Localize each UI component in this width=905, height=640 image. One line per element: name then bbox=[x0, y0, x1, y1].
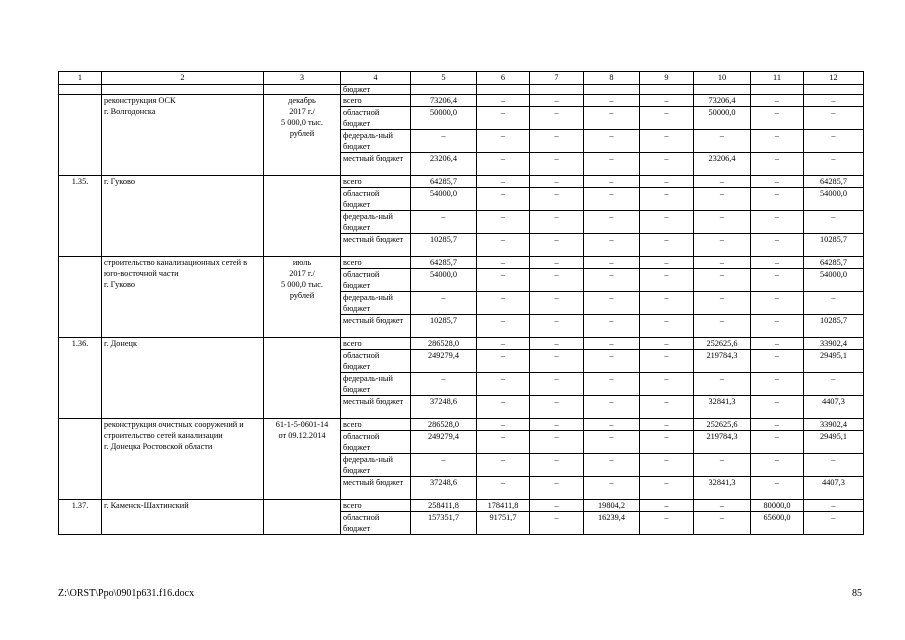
value-cell: – bbox=[584, 373, 640, 396]
value-cell: 19804,2 bbox=[584, 500, 640, 512]
document-path: Z:\ORST\Ppo\0901p631.f16.docx bbox=[58, 588, 195, 599]
value-cell: – bbox=[477, 95, 530, 107]
value-cell: 80000,0 bbox=[751, 500, 804, 512]
value-cell: – bbox=[694, 257, 751, 269]
budget-label-cell: всего bbox=[341, 176, 411, 188]
budget-label-cell: федераль-ный бюджет bbox=[341, 292, 411, 315]
table-cell bbox=[751, 85, 804, 95]
value-cell: – bbox=[640, 454, 694, 477]
value-cell: – bbox=[584, 454, 640, 477]
value-cell: – bbox=[751, 257, 804, 269]
value-cell: 10285,7 bbox=[804, 234, 864, 257]
value-cell: – bbox=[584, 269, 640, 292]
value-cell: – bbox=[584, 176, 640, 188]
value-cell: – bbox=[411, 373, 477, 396]
budget-label-cell: федераль-ный бюджет bbox=[341, 130, 411, 153]
value-cell: – bbox=[584, 234, 640, 257]
value-cell: 4407,3 bbox=[804, 477, 864, 500]
column-header: 7 bbox=[530, 72, 584, 85]
value-cell: – bbox=[411, 211, 477, 234]
budget-label-cell: федераль-ный бюджет bbox=[341, 373, 411, 396]
value-cell: – bbox=[584, 257, 640, 269]
value-cell: – bbox=[530, 257, 584, 269]
value-cell: – bbox=[477, 188, 530, 211]
value-cell: – bbox=[477, 130, 530, 153]
value-cell: 286528,0 bbox=[411, 338, 477, 350]
value-cell: – bbox=[694, 234, 751, 257]
value-cell: – bbox=[530, 350, 584, 373]
value-cell: – bbox=[751, 338, 804, 350]
value-cell: – bbox=[530, 130, 584, 153]
column-header: 12 bbox=[804, 72, 864, 85]
value-cell: – bbox=[477, 107, 530, 130]
value-cell: – bbox=[477, 419, 530, 431]
item-term: декабрь 2017 г./ 5 000,0 тыс. рублей bbox=[264, 95, 341, 176]
value-cell: 178411,8 bbox=[477, 500, 530, 512]
budget-label-cell: федераль-ный бюджет bbox=[341, 454, 411, 477]
value-cell: – bbox=[530, 315, 584, 338]
value-cell: – bbox=[584, 338, 640, 350]
value-cell: – bbox=[584, 107, 640, 130]
value-cell: – bbox=[530, 153, 584, 176]
value-cell: 4407,3 bbox=[804, 396, 864, 419]
value-cell: 54000,0 bbox=[804, 269, 864, 292]
value-cell: 50000,0 bbox=[411, 107, 477, 130]
value-cell: 91751,7 bbox=[477, 512, 530, 535]
value-cell: – bbox=[640, 257, 694, 269]
value-cell: – bbox=[530, 211, 584, 234]
value-cell: – bbox=[751, 153, 804, 176]
budget-label-cell: областной бюджет bbox=[341, 350, 411, 373]
value-cell: – bbox=[584, 315, 640, 338]
item-number bbox=[59, 257, 102, 338]
column-header: 8 bbox=[584, 72, 640, 85]
value-cell: – bbox=[751, 419, 804, 431]
value-cell: – bbox=[530, 234, 584, 257]
table-header-row bbox=[59, 72, 864, 85]
value-cell: – bbox=[694, 188, 751, 211]
value-cell: 286528,0 bbox=[411, 419, 477, 431]
value-cell: 252625,6 bbox=[694, 419, 751, 431]
value-cell: – bbox=[694, 292, 751, 315]
budget-label-cell: областной бюджет bbox=[341, 188, 411, 211]
value-cell: – bbox=[530, 419, 584, 431]
value-cell: – bbox=[640, 373, 694, 396]
budget-label-cell: областной бюджет bbox=[341, 431, 411, 454]
item-name: г. Каменск-Шахтинский bbox=[102, 500, 264, 535]
column-header: 6 bbox=[477, 72, 530, 85]
budget-label-cell: местный бюджет bbox=[341, 396, 411, 419]
value-cell: – bbox=[530, 454, 584, 477]
budget-label-cell: местный бюджет bbox=[341, 153, 411, 176]
table-cell bbox=[584, 85, 640, 95]
value-cell: – bbox=[477, 176, 530, 188]
value-cell: 10285,7 bbox=[804, 315, 864, 338]
value-cell: – bbox=[751, 211, 804, 234]
table-row bbox=[59, 338, 864, 350]
value-cell: 64285,7 bbox=[804, 257, 864, 269]
value-cell: – bbox=[411, 130, 477, 153]
value-cell: – bbox=[694, 512, 751, 535]
table-cell bbox=[411, 85, 477, 95]
item-term bbox=[264, 176, 341, 257]
table-cell bbox=[530, 85, 584, 95]
value-cell: – bbox=[584, 419, 640, 431]
value-cell: – bbox=[530, 396, 584, 419]
value-cell: – bbox=[477, 292, 530, 315]
value-cell: 50000,0 bbox=[694, 107, 751, 130]
column-header: 4 bbox=[341, 72, 411, 85]
value-cell: – bbox=[751, 188, 804, 211]
value-cell: 37248,6 bbox=[411, 396, 477, 419]
value-cell: – bbox=[694, 500, 751, 512]
value-cell: – bbox=[694, 176, 751, 188]
budget-label-cell: областной бюджет bbox=[341, 107, 411, 130]
value-cell: – bbox=[804, 153, 864, 176]
value-cell: 258411,8 bbox=[411, 500, 477, 512]
value-cell: 29495,1 bbox=[804, 431, 864, 454]
value-cell: – bbox=[640, 500, 694, 512]
value-cell: 249279,4 bbox=[411, 350, 477, 373]
value-cell: – bbox=[530, 292, 584, 315]
value-cell: – bbox=[640, 396, 694, 419]
item-name: строительство канализационных сетей в юго-восточной части г. Гуково bbox=[102, 257, 264, 338]
value-cell: 65600,0 bbox=[751, 512, 804, 535]
value-cell: – bbox=[751, 477, 804, 500]
value-cell: – bbox=[640, 269, 694, 292]
value-cell: – bbox=[751, 130, 804, 153]
value-cell: – bbox=[477, 431, 530, 454]
value-cell: – bbox=[640, 419, 694, 431]
value-cell: – bbox=[751, 292, 804, 315]
column-header: 9 bbox=[640, 72, 694, 85]
budget-label-cell: федераль-ный бюджет bbox=[341, 211, 411, 234]
item-number: 1.36. bbox=[59, 338, 102, 419]
value-cell: – bbox=[804, 211, 864, 234]
item-number bbox=[59, 419, 102, 500]
column-header: 2 bbox=[102, 72, 264, 85]
value-cell: – bbox=[530, 373, 584, 396]
value-cell: 252625,6 bbox=[694, 338, 751, 350]
table-cell bbox=[102, 85, 264, 95]
value-cell: – bbox=[640, 211, 694, 234]
value-cell: 32841,3 bbox=[694, 477, 751, 500]
item-term: 61-1-5-0601-14 от 09.12.2014 bbox=[264, 419, 341, 500]
value-cell: – bbox=[477, 315, 530, 338]
value-cell: 249279,4 bbox=[411, 431, 477, 454]
value-cell: – bbox=[751, 431, 804, 454]
budget-label-cell: областной бюджет bbox=[341, 512, 411, 535]
column-header: 3 bbox=[264, 72, 341, 85]
value-cell: – bbox=[804, 95, 864, 107]
value-cell: – bbox=[751, 350, 804, 373]
value-cell: – bbox=[804, 107, 864, 130]
value-cell: – bbox=[530, 500, 584, 512]
table-row bbox=[59, 500, 864, 512]
budget-label-cell: всего bbox=[341, 338, 411, 350]
budget-label-cell: местный бюджет bbox=[341, 477, 411, 500]
value-cell: – bbox=[751, 454, 804, 477]
budget-label-cell: всего bbox=[341, 419, 411, 431]
column-header: 1 bbox=[59, 72, 102, 85]
value-cell: 29495,1 bbox=[804, 350, 864, 373]
value-cell: – bbox=[694, 211, 751, 234]
budget-label-cell: местный бюджет bbox=[341, 315, 411, 338]
value-cell: – bbox=[530, 477, 584, 500]
value-cell: 64285,7 bbox=[411, 176, 477, 188]
value-cell: – bbox=[640, 95, 694, 107]
value-cell: 23206,4 bbox=[411, 153, 477, 176]
value-cell: 54000,0 bbox=[411, 188, 477, 211]
value-cell: 10285,7 bbox=[411, 315, 477, 338]
value-cell: – bbox=[751, 396, 804, 419]
value-cell: – bbox=[477, 454, 530, 477]
value-cell: 73206,4 bbox=[411, 95, 477, 107]
value-cell: – bbox=[530, 338, 584, 350]
value-cell: – bbox=[584, 477, 640, 500]
value-cell: – bbox=[530, 176, 584, 188]
value-cell: – bbox=[411, 454, 477, 477]
value-cell: – bbox=[584, 431, 640, 454]
column-header: 11 bbox=[751, 72, 804, 85]
value-cell: – bbox=[804, 454, 864, 477]
item-name: реконструкция ОСК г. Волгодонска bbox=[102, 95, 264, 176]
value-cell: – bbox=[804, 512, 864, 535]
value-cell: – bbox=[477, 153, 530, 176]
value-cell: – bbox=[804, 292, 864, 315]
value-cell: – bbox=[751, 234, 804, 257]
value-cell: – bbox=[640, 176, 694, 188]
value-cell: 54000,0 bbox=[411, 269, 477, 292]
value-cell: – bbox=[477, 477, 530, 500]
value-cell: – bbox=[530, 269, 584, 292]
budget-label-cell: местный бюджет bbox=[341, 234, 411, 257]
value-cell: 219784,3 bbox=[694, 350, 751, 373]
table-row bbox=[59, 176, 864, 188]
value-cell: – bbox=[584, 211, 640, 234]
value-cell: – bbox=[751, 107, 804, 130]
value-cell: – bbox=[640, 512, 694, 535]
value-cell: 37248,6 bbox=[411, 477, 477, 500]
item-term: июль 2017 г./ 5 000,0 тыс. рублей bbox=[264, 257, 341, 338]
value-cell: 16239,4 bbox=[584, 512, 640, 535]
value-cell: – bbox=[584, 188, 640, 211]
value-cell: – bbox=[477, 338, 530, 350]
value-cell: – bbox=[694, 454, 751, 477]
column-header: 10 bbox=[694, 72, 751, 85]
value-cell: – bbox=[584, 153, 640, 176]
value-cell: – bbox=[694, 373, 751, 396]
value-cell: 32841,3 bbox=[694, 396, 751, 419]
value-cell: – bbox=[640, 107, 694, 130]
item-name: г. Гуково bbox=[102, 176, 264, 257]
item-term bbox=[264, 500, 341, 535]
value-cell: – bbox=[640, 153, 694, 176]
value-cell: – bbox=[530, 95, 584, 107]
value-cell: 73206,4 bbox=[694, 95, 751, 107]
value-cell: – bbox=[640, 130, 694, 153]
page-number: 85 bbox=[852, 588, 862, 599]
budget-label-cell: всего bbox=[341, 257, 411, 269]
value-cell: – bbox=[751, 95, 804, 107]
value-cell: – bbox=[694, 269, 751, 292]
value-cell: 33902,4 bbox=[804, 419, 864, 431]
item-name: реконструкция очистных сооружений и строительство сетей канализации г. Донецка Ростовской области bbox=[102, 419, 264, 500]
table-row bbox=[59, 85, 864, 95]
column-header: 5 bbox=[411, 72, 477, 85]
table-cell bbox=[804, 85, 864, 95]
value-cell: – bbox=[694, 315, 751, 338]
value-cell: – bbox=[411, 292, 477, 315]
budget-label-cell: бюджет bbox=[341, 85, 411, 95]
value-cell: – bbox=[751, 176, 804, 188]
value-cell: – bbox=[751, 269, 804, 292]
value-cell: – bbox=[530, 107, 584, 130]
value-cell: – bbox=[584, 292, 640, 315]
table-cell bbox=[59, 85, 102, 95]
value-cell: – bbox=[751, 315, 804, 338]
value-cell: – bbox=[584, 130, 640, 153]
value-cell: 10285,7 bbox=[411, 234, 477, 257]
value-cell: – bbox=[530, 512, 584, 535]
value-cell: – bbox=[640, 477, 694, 500]
value-cell: – bbox=[477, 350, 530, 373]
value-cell: – bbox=[477, 234, 530, 257]
value-cell: 157351,7 bbox=[411, 512, 477, 535]
value-cell: – bbox=[804, 130, 864, 153]
value-cell: – bbox=[640, 292, 694, 315]
value-cell: – bbox=[694, 130, 751, 153]
item-number: 1.35. bbox=[59, 176, 102, 257]
value-cell: – bbox=[530, 431, 584, 454]
value-cell: 64285,7 bbox=[804, 176, 864, 188]
value-cell: – bbox=[584, 95, 640, 107]
value-cell: – bbox=[804, 500, 864, 512]
value-cell: – bbox=[804, 373, 864, 396]
value-cell: 54000,0 bbox=[804, 188, 864, 211]
value-cell: 64285,7 bbox=[411, 257, 477, 269]
table-cell bbox=[477, 85, 530, 95]
item-name: г. Донецк bbox=[102, 338, 264, 419]
value-cell: 33902,4 bbox=[804, 338, 864, 350]
value-cell: – bbox=[477, 396, 530, 419]
value-cell: 23206,4 bbox=[694, 153, 751, 176]
budget-label-cell: областной бюджет bbox=[341, 269, 411, 292]
table-row bbox=[59, 95, 864, 107]
item-number: 1.37. bbox=[59, 500, 102, 535]
table-cell bbox=[694, 85, 751, 95]
value-cell: – bbox=[584, 350, 640, 373]
item-term bbox=[264, 338, 341, 419]
table-row bbox=[59, 257, 864, 269]
table-cell bbox=[640, 85, 694, 95]
value-cell: 219784,3 bbox=[694, 431, 751, 454]
table-row bbox=[59, 419, 864, 431]
value-cell: – bbox=[640, 234, 694, 257]
table-cell bbox=[264, 85, 341, 95]
value-cell: – bbox=[640, 315, 694, 338]
value-cell: – bbox=[477, 257, 530, 269]
value-cell: – bbox=[477, 269, 530, 292]
budget-label-cell: всего bbox=[341, 95, 411, 107]
value-cell: – bbox=[477, 373, 530, 396]
value-cell: – bbox=[751, 373, 804, 396]
value-cell: – bbox=[584, 396, 640, 419]
item-number bbox=[59, 95, 102, 176]
value-cell: – bbox=[477, 211, 530, 234]
budget-table bbox=[58, 71, 864, 535]
value-cell: – bbox=[530, 188, 584, 211]
value-cell: – bbox=[640, 431, 694, 454]
value-cell: – bbox=[640, 350, 694, 373]
value-cell: – bbox=[640, 188, 694, 211]
budget-label-cell: всего bbox=[341, 500, 411, 512]
value-cell: – bbox=[640, 338, 694, 350]
